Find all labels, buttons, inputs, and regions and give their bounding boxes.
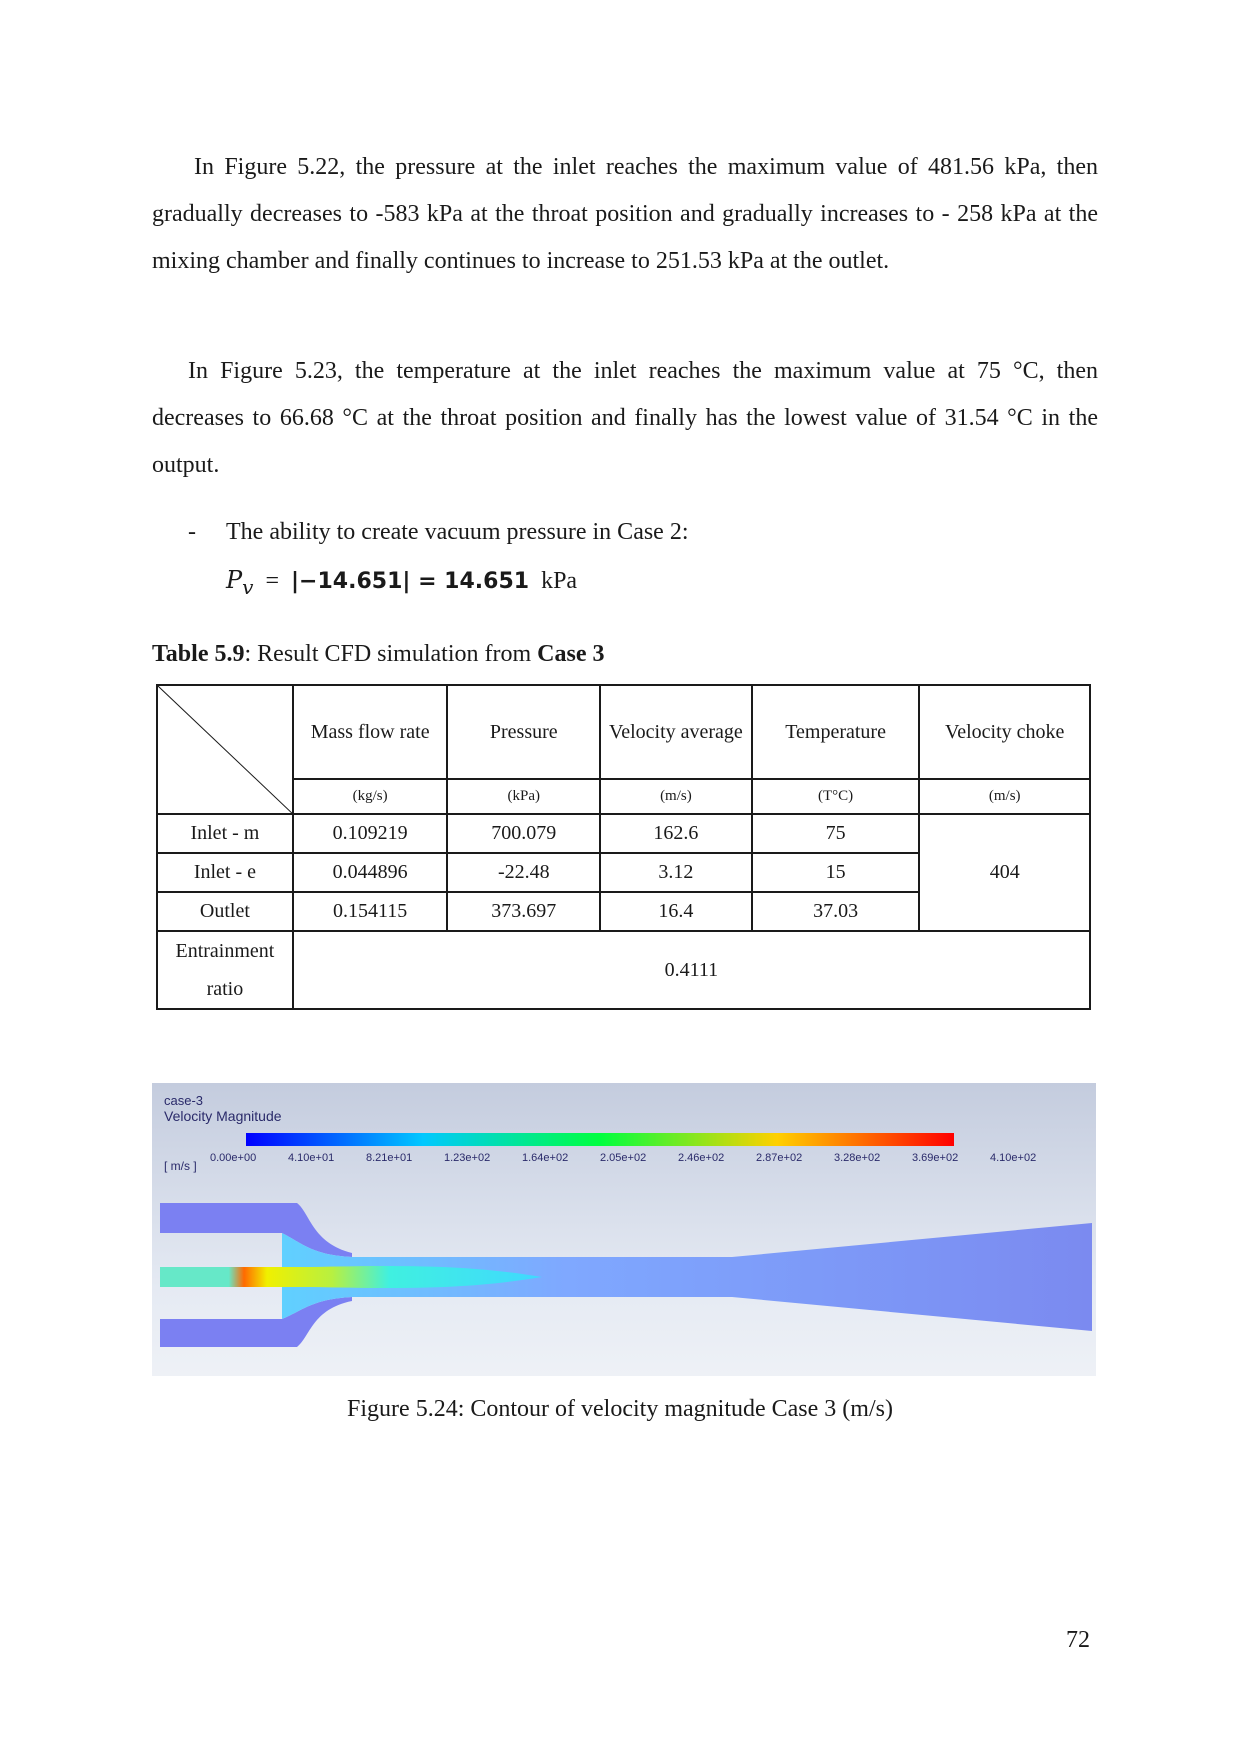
- cell: 0.154115: [293, 892, 448, 931]
- unit-temperature: (T°C): [752, 779, 920, 814]
- paragraph-temperature: In Figure 5.23, the temperature at the inlet reaches the maximum value at 75 °C, then decreases to 66.68 °C at the throat position and finally has the lowest value of 31.54 °C in the output.: [152, 358, 1098, 478]
- table-caption: [152, 634, 605, 674]
- entrainment-value: 0.4111: [293, 931, 1090, 1009]
- cell: 37.03: [752, 892, 920, 931]
- cell: 700.079: [447, 814, 600, 853]
- header-temperature: Temperature: [752, 685, 920, 779]
- header-mass-flow: Mass flow rate: [293, 685, 448, 779]
- formula-equals: =: [265, 568, 280, 594]
- cell: 162.6: [600, 814, 752, 853]
- cell: 75: [752, 814, 920, 853]
- header-velocity-choke: Velocity choke: [919, 685, 1090, 779]
- figure-case-label: case-3: [164, 1093, 204, 1108]
- vacuum-formula: [226, 560, 577, 607]
- table-caption-case: Case 3: [537, 641, 605, 667]
- table-row: [157, 814, 1090, 853]
- colorbar-tick: 0.00e+00: [210, 1152, 257, 1164]
- contour-plot: [152, 1083, 1096, 1376]
- lower-suction-inlet: [160, 1297, 352, 1347]
- colorbar-tick: 4.10e+02: [990, 1152, 1037, 1164]
- cell: -22.48: [447, 853, 600, 892]
- header-pressure: Pressure: [447, 685, 600, 779]
- colorbar-ticks: [210, 1152, 1036, 1164]
- table-corner-cell: [157, 685, 293, 814]
- figure-quantity-label: Velocity Magnitude: [164, 1108, 282, 1124]
- entrainment-label: Entrainment ratio: [157, 931, 293, 1009]
- colorbar-tick: 3.69e+02: [912, 1152, 959, 1164]
- figure-caption: Figure 5.24: Contour of velocity magnitude Case 3 (m/s): [347, 1396, 893, 1422]
- results-table: [156, 684, 1091, 1010]
- velocity-contour-figure: [152, 1083, 1096, 1376]
- unit-mass-flow: (kg/s): [293, 779, 448, 814]
- formula-abs: |−14.651| = 14.651: [291, 569, 530, 594]
- bullet-dash: -: [188, 519, 196, 545]
- colorbar-tick: 3.28e+02: [834, 1152, 881, 1164]
- row-label: Inlet - m: [157, 814, 293, 853]
- header-velocity-average: Velocity average: [600, 685, 752, 779]
- table-caption-text: : Result CFD simulation from: [244, 641, 538, 667]
- unit-pressure: (kPa): [447, 779, 600, 814]
- cell: 0.109219: [293, 814, 448, 853]
- colorbar-tick: 2.46e+02: [678, 1152, 725, 1164]
- row-label: Inlet - e: [157, 853, 293, 892]
- cell: 16.4: [600, 892, 752, 931]
- cell: 0.044896: [293, 853, 448, 892]
- choke-value: 404: [919, 814, 1090, 931]
- colorbar: [246, 1133, 954, 1146]
- corner-diagonal: [158, 686, 292, 813]
- bullet-vacuum: [188, 512, 689, 552]
- colorbar-tick: 1.64e+02: [522, 1152, 569, 1164]
- colorbar-tick: 1.23e+02: [444, 1152, 491, 1164]
- formula-lhs: $P_v$: [226, 566, 254, 599]
- cell: 3.12: [600, 853, 752, 892]
- colorbar-tick: 2.05e+02: [600, 1152, 647, 1164]
- upper-suction-inlet: [160, 1203, 352, 1257]
- formula-unit: kPa: [541, 568, 578, 594]
- row-label: Outlet: [157, 892, 293, 931]
- colorbar-tick: 2.87e+02: [756, 1152, 803, 1164]
- colorbar-tick: 8.21e+01: [366, 1152, 413, 1164]
- colorbar-tick: 4.10e+01: [288, 1152, 335, 1164]
- cell: 15: [752, 853, 920, 892]
- paragraph-pressure: In Figure 5.22, the pressure at the inlet reaches the maximum value of 481.56 kPa, then gradually decreases to -583 kPa at the throat position and gradually increases to - 258 kPa at the mixing chamber and finally continues to increase to 251.53 kPa at the outlet.: [152, 154, 1098, 274]
- page-number: 72: [1066, 1627, 1090, 1653]
- unit-velocity-average: (m/s): [600, 779, 752, 814]
- table-caption-label: Table 5.9: [152, 641, 245, 667]
- cell: 373.697: [447, 892, 600, 931]
- unit-velocity-choke: (m/s): [919, 779, 1090, 814]
- figure-unit-label: [ m/s ]: [164, 1159, 197, 1173]
- bullet-text: The ability to create vacuum pressure in Case 2:: [226, 519, 689, 545]
